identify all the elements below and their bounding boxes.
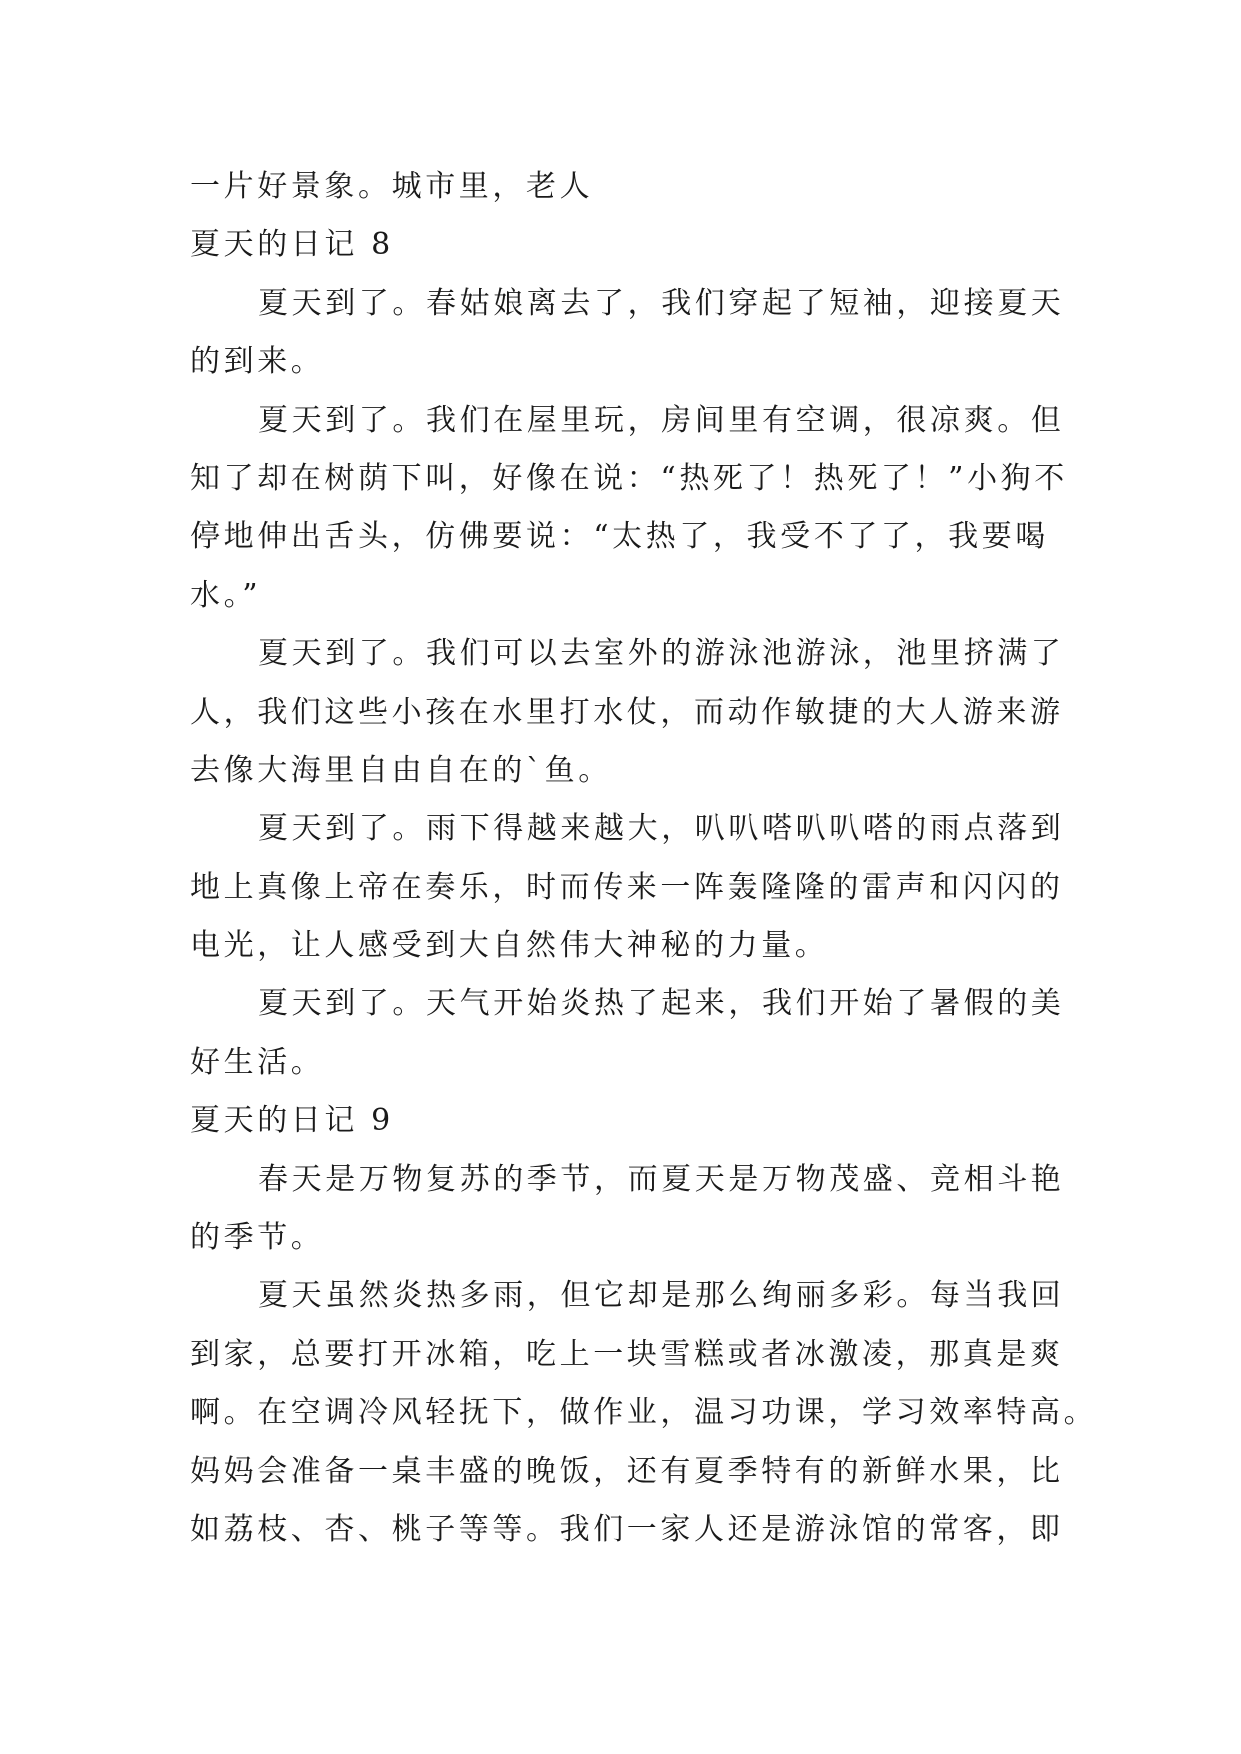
paragraph-line: 妈妈会准备一桌丰盛的晚饭，还有夏季特有的新鲜水果，比 <box>190 1453 1064 1489</box>
paragraph-line: 夏天到了。我们可以去室外的游泳池游泳，池里挤满了 <box>258 636 1065 672</box>
paragraph-line: 春天是万物复苏的季节，而夏天是万物茂盛、竞相斗艳 <box>258 1161 1065 1197</box>
paragraph-line: 电光，让人感受到大自然伟大神秘的力量。 <box>190 928 829 964</box>
paragraph-line: 地上真像上帝在奏乐，时而传来一阵轰隆隆的雷声和闪闪的 <box>190 869 1064 905</box>
paragraph-line: 夏天到了。我们在屋里玩，房间里有空调，很凉爽。但 <box>258 402 1065 438</box>
paragraph-line: 的到来。 <box>190 344 325 380</box>
paragraph-line: 夏天到了。天气开始炎热了起来，我们开始了暑假的美 <box>258 986 1065 1022</box>
section-heading-diary-9: 夏天的日记 9 <box>190 1103 394 1139</box>
paragraph-line: 人，我们这些小孩在水里打水仗，而动作敏捷的大人游来游 <box>190 694 1064 730</box>
paragraph-line: 夏天虽然炎热多雨，但它却是那么绚丽多彩。每当我回 <box>258 1278 1065 1314</box>
document-body <box>190 158 1098 1559</box>
paragraph-line: 如荔枝、杏、桃子等等。我们一家人还是游泳馆的常客，即 <box>190 1511 1064 1547</box>
paragraph-line: 好生活。 <box>190 1044 325 1080</box>
text-line-1: 一片好景象。城市里，老人 <box>190 169 594 204</box>
paragraph-line: 啊。在空调冷风轻抚下，做作业，温习功课，学习效率特高。 <box>190 1395 1098 1431</box>
paragraph-line: 夏天到了。雨下得越来越大，叭叭嗒叭叭嗒的雨点落到 <box>258 811 1065 847</box>
paragraph-line: 停地伸出舌头，仿佛要说：“太热了，我受不了了，我要喝 <box>190 519 1049 555</box>
paragraph-line: 的季节。 <box>190 1220 325 1256</box>
paragraph-line: 去像大海里自由自在的`鱼。 <box>190 752 612 788</box>
paragraph-line: 知了却在树荫下叫，好像在说：“热死了！热死了！”小狗不 <box>190 460 1068 496</box>
section-heading-diary-8: 夏天的日记 8 <box>190 227 394 263</box>
paragraph-line: 到家，总要打开冰箱，吃上一块雪糕或者冰激凌，那真是爽 <box>190 1336 1064 1372</box>
paragraph-line: 水。” <box>190 577 262 613</box>
paragraph-line: 夏天到了。春姑娘离去了，我们穿起了短袖，迎接夏天 <box>258 285 1065 321</box>
